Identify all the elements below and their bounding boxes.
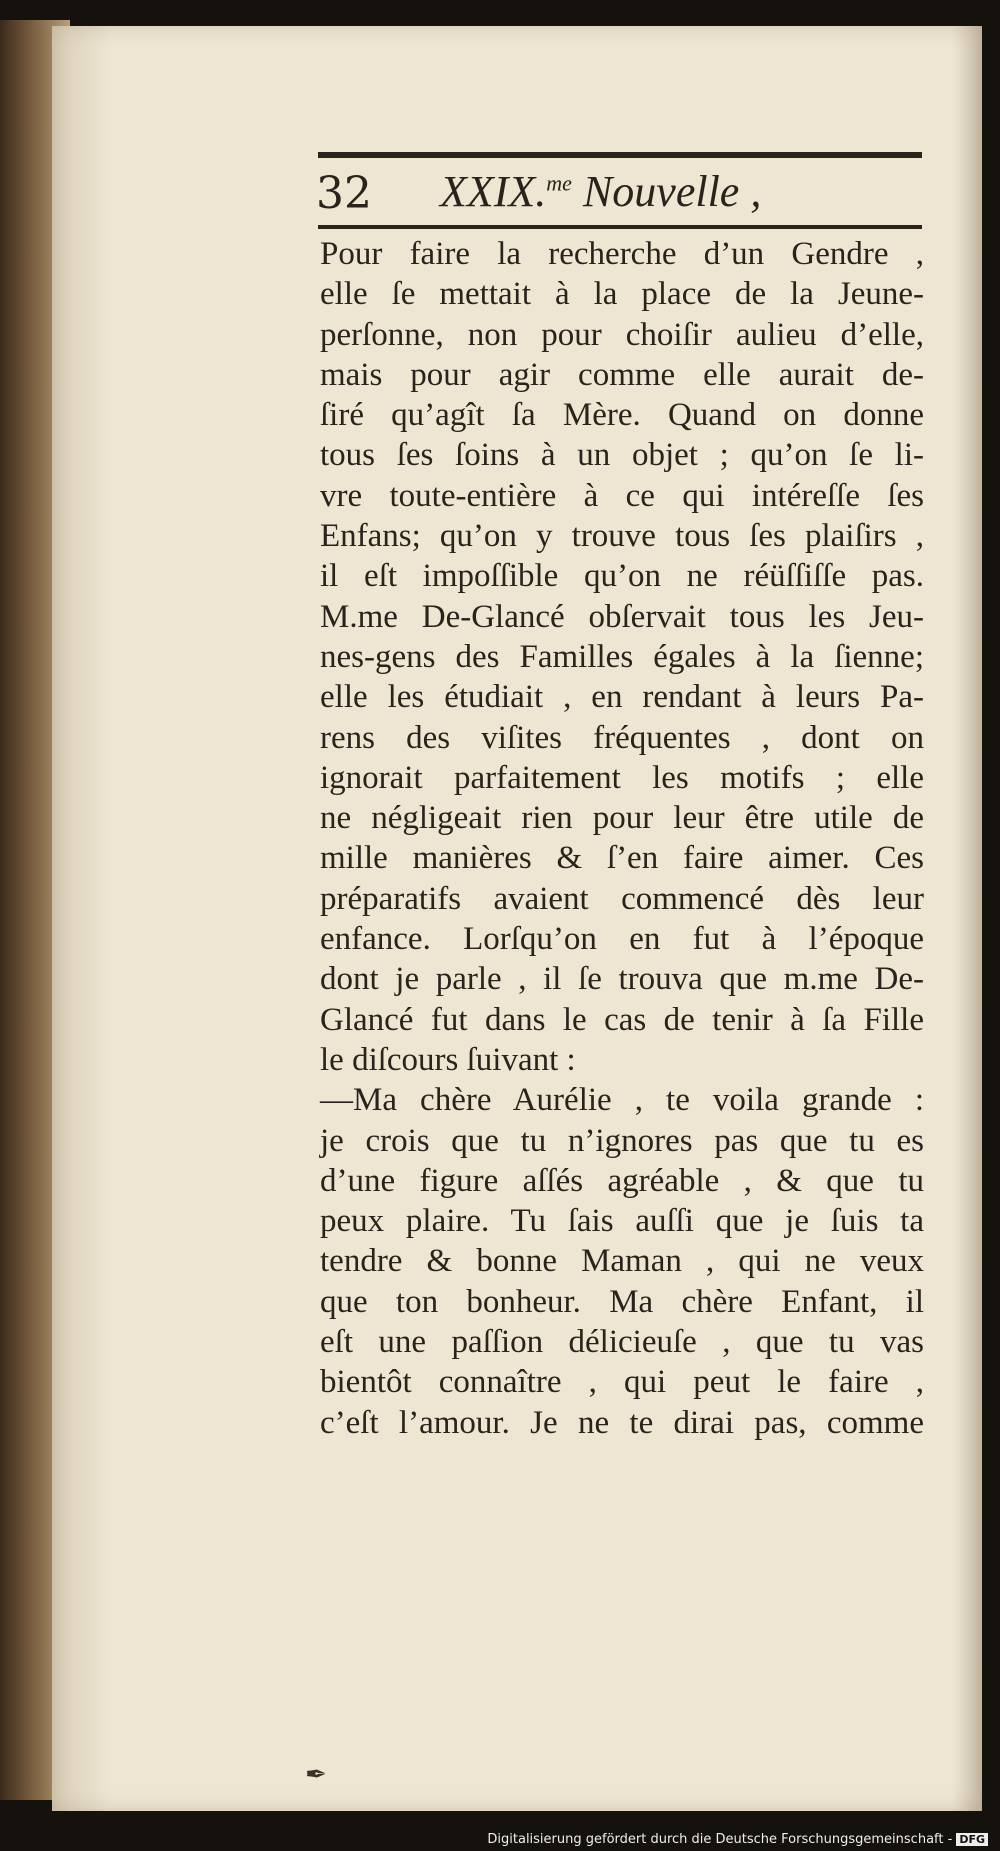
text-line: ne négligeait rien pour leur être utile de: [320, 800, 924, 837]
text-line: tendre & bonne Maman , qui ne veux: [320, 1243, 924, 1280]
text-line: d’une figure aſſés agréable , & que tu: [320, 1162, 924, 1199]
text-line: Glancé fut dans le cas de tenir à ſa Fille: [320, 1001, 924, 1038]
text-line: peux plaire. Tu ſais auſſi que je ſuis ta: [320, 1203, 924, 1240]
header-rule-bottom: [318, 225, 922, 229]
printer-mark-icon: ✒: [305, 1760, 327, 1790]
text-line: préparatifs avaient commencé dès leur: [320, 880, 924, 917]
text-line: bientôt connaître , qui peut le faire ,: [320, 1364, 924, 1401]
page-number: 32: [316, 168, 372, 219]
text-line: elle les étudiait , en rendant à leurs Pa-: [320, 679, 924, 716]
header-rule-top: [318, 152, 922, 158]
text-line: mais pour agir comme elle aurait de-: [320, 356, 924, 393]
text-line: ignorait parfaitement les motifs ; elle: [320, 759, 924, 796]
text-line: rens des viſites fréquentes , dont on: [320, 719, 924, 756]
text-line: le diſcours ſuivant :: [320, 1041, 576, 1078]
text-line: M.me De-Glancé obſervait tous les Jeu-: [320, 598, 924, 635]
body-text: [320, 234, 924, 1443]
text-line: enfance. Lorſqu’on en fut à l’époque: [320, 921, 924, 958]
text-line: dont je parle , il ſe trouva que m.me De-: [320, 961, 924, 998]
text-line: elle ſe mettait à la place de la Jeune-: [320, 276, 924, 313]
running-head-title: XXIX.: [440, 167, 547, 216]
text-line: ſiré qu’agît ſa Mère. Quand on donne: [320, 397, 924, 434]
text-line: —Ma chère Aurélie , te voila grande :: [320, 1082, 924, 1119]
running-head-superscript: me: [546, 170, 572, 196]
text-line: eſt une paſſion délicieuſe , que tu vas: [320, 1324, 924, 1361]
text-line: vre toute-entière à ce qui intéreſſe ſes: [320, 477, 924, 514]
text-line: Pour faire la recherche d’un Gendre ,: [320, 236, 924, 272]
text-line: perſonne, non pour choiſir aulieu d’elle,: [320, 316, 924, 353]
text-line: que ton bonheur. Ma chère Enfant, il: [320, 1283, 924, 1320]
text-line: Enfans; qu’on y trouve tous ſes plaiſirs ,: [320, 518, 924, 555]
text-line: je crois que tu n’ignores pas que tu es: [320, 1122, 924, 1159]
text-line: c’eſt l’amour. Je ne te dirai pas, comme: [320, 1404, 924, 1441]
credit-text: Digitalisierung gefördert durch die Deutsche Forschungsgemeinschaft -: [487, 1832, 953, 1847]
text-line: il eſt impoſſible qu’on ne réüſſiſſe pas.: [320, 558, 924, 595]
digitization-credit: [487, 1832, 988, 1847]
running-head: [440, 166, 860, 217]
text-line: nes-gens des Familles égales à la ſienne;: [320, 638, 924, 675]
text-line: mille manières & ſ’en faire aimer. Ces: [320, 840, 924, 877]
text-line: tous ſes ſoins à un objet ; qu’on ſe li-: [320, 437, 924, 474]
running-head-rest: Nouvelle ,: [571, 167, 762, 216]
dfg-logo: DFG: [956, 1833, 988, 1846]
